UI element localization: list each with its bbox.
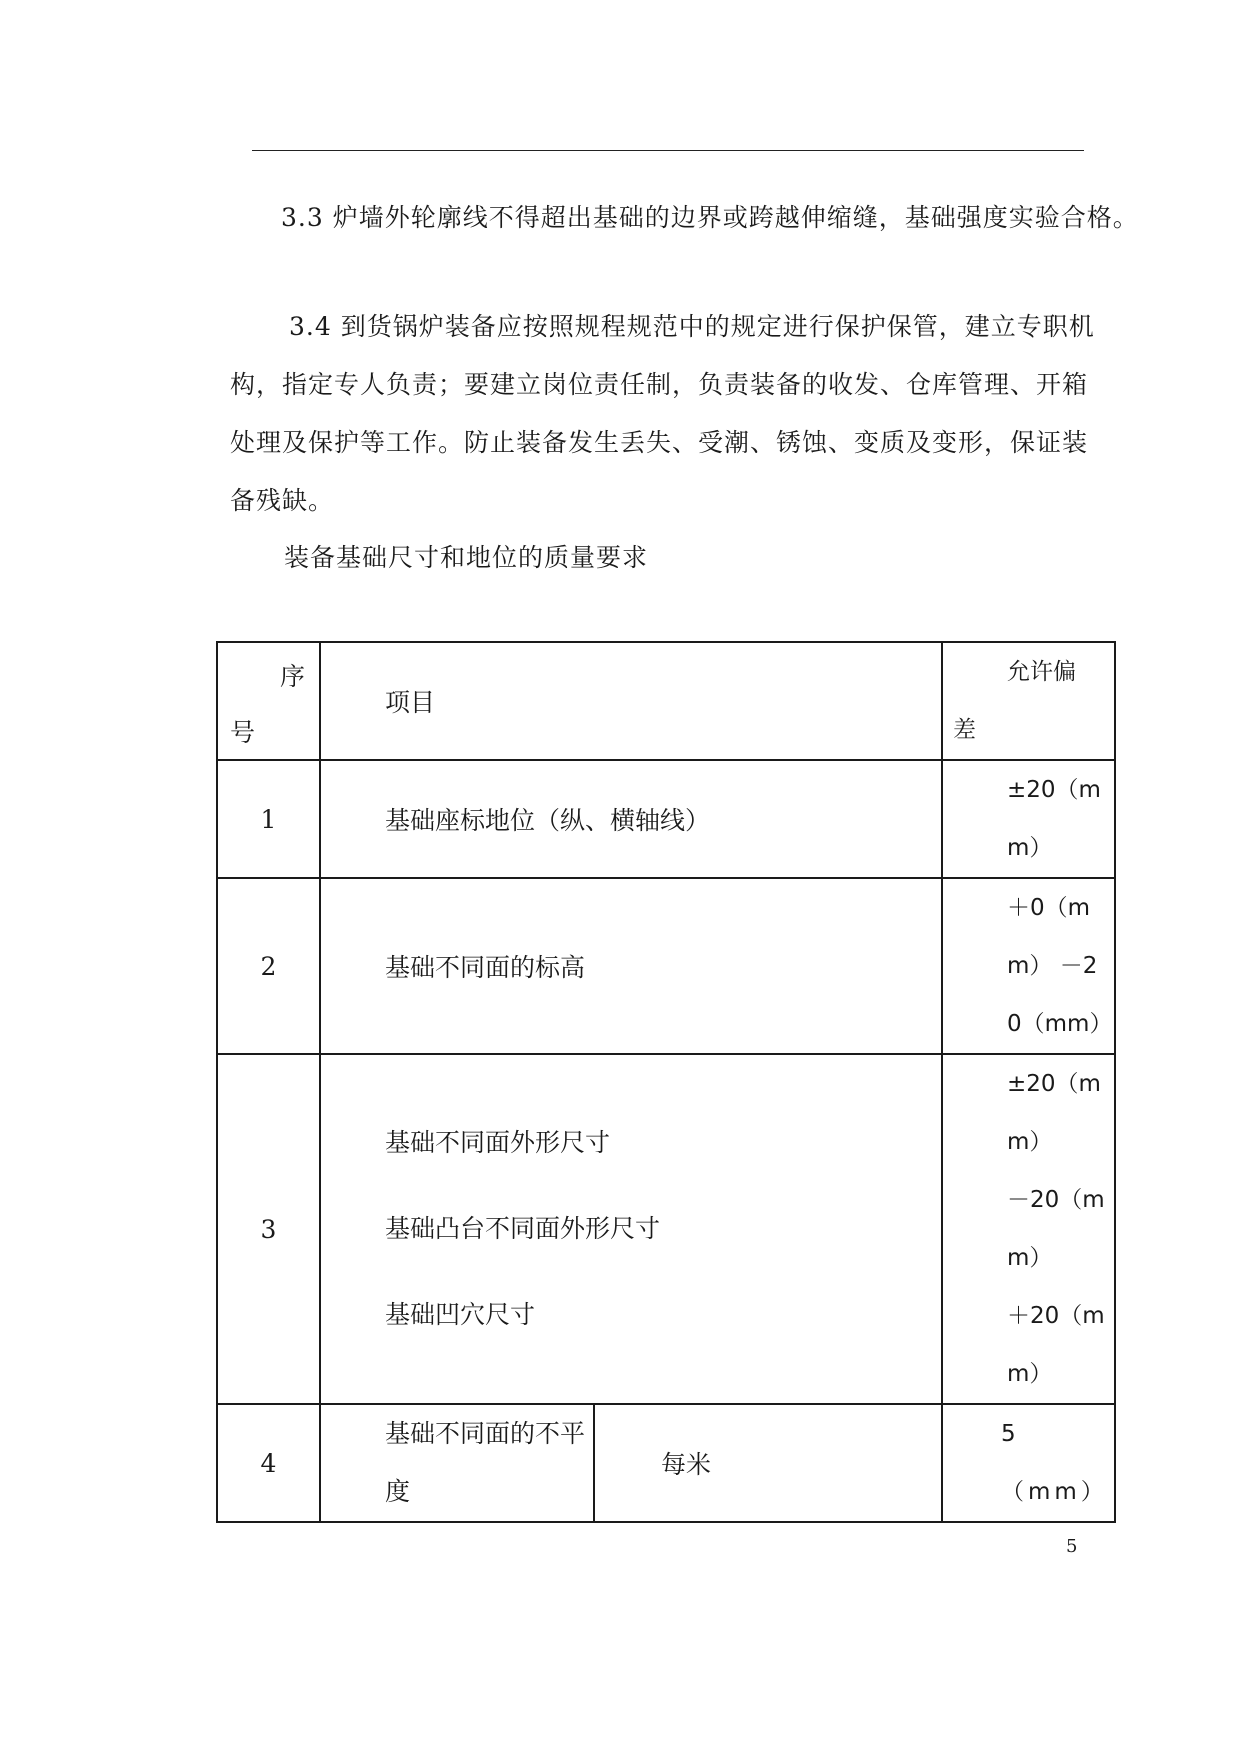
row-3-tol-2: －20（mm） [1007, 1187, 1105, 1271]
row-2-no: 2 [217, 878, 320, 1054]
row-4-item: 基础不同面的不平度 [385, 1419, 586, 1506]
row-2-item: 基础不同面的标高 [320, 878, 942, 1054]
paragraph-3-3: 3.3 炉墙外轮廓线不得超出基础的边界或跨越伸缩缝，基础强度实验合格。 [281, 203, 1139, 232]
row-3-tol-1: ±20（mm） [1007, 1071, 1101, 1155]
row-3-no: 3 [217, 1054, 320, 1404]
row-4-sub: 每米 [594, 1404, 942, 1522]
row-3-item-1: 基础不同面外形尺寸 [385, 1128, 611, 1157]
row-4-item-cell [320, 1404, 594, 1522]
paragraph-3-4: 3.4 到货锅炉装备应按照规程规范中的规定进行保护保管，建立专职机构，指定专人负责；要建立岗位责任制，负责装备的收发、仓库管理、开箱处理及保护等工作。防止装备发生丢失、受潮、锈蚀、变质及变形，保证装备残缺。 [230, 312, 1095, 515]
row-3-items [320, 1054, 942, 1404]
row-4-tolerance-text: 5（mm） [1001, 1421, 1108, 1505]
quality-requirements-table [216, 641, 1116, 1523]
row-2-tolerance-text: ＋0（mm） －20（mm） [1007, 895, 1113, 1037]
row-4-tolerance [942, 1404, 1115, 1522]
row-2-tolerance [942, 878, 1115, 1054]
header-item: 项目 [320, 642, 942, 760]
table-header-row [217, 642, 1115, 760]
header-no-part1: 序 [279, 662, 305, 691]
header-tolerance-cell [942, 642, 1115, 760]
row-3-item-2: 基础凸台不同面外形尺寸 [385, 1214, 661, 1243]
table-row [217, 760, 1115, 878]
table-row [217, 1054, 1115, 1404]
row-3-item-3: 基础凹穴尺寸 [385, 1300, 536, 1329]
table-caption: 装备基础尺寸和地位的质量要求 [284, 543, 649, 572]
header-tol-part2: 差 [953, 717, 976, 743]
table-row [217, 1404, 1115, 1522]
table-row [217, 878, 1115, 1054]
header-no-cell [217, 642, 320, 760]
header-no-part2: 号 [230, 718, 256, 747]
row-3-tolerances [942, 1054, 1115, 1404]
header-rule [252, 150, 1084, 151]
row-1-tolerance-text: ±20（mm） [1007, 777, 1101, 861]
row-4-no: 4 [217, 1404, 320, 1522]
row-1-tolerance [942, 760, 1115, 878]
row-1-no: 1 [217, 760, 320, 878]
row-1-item: 基础座标地位（纵、横轴线） [320, 760, 942, 878]
page-number: 5 [1066, 1536, 1078, 1557]
header-tol-part1: 允许偏 [1007, 659, 1076, 685]
row-3-tol-3: ＋20（mm） [1007, 1303, 1105, 1387]
